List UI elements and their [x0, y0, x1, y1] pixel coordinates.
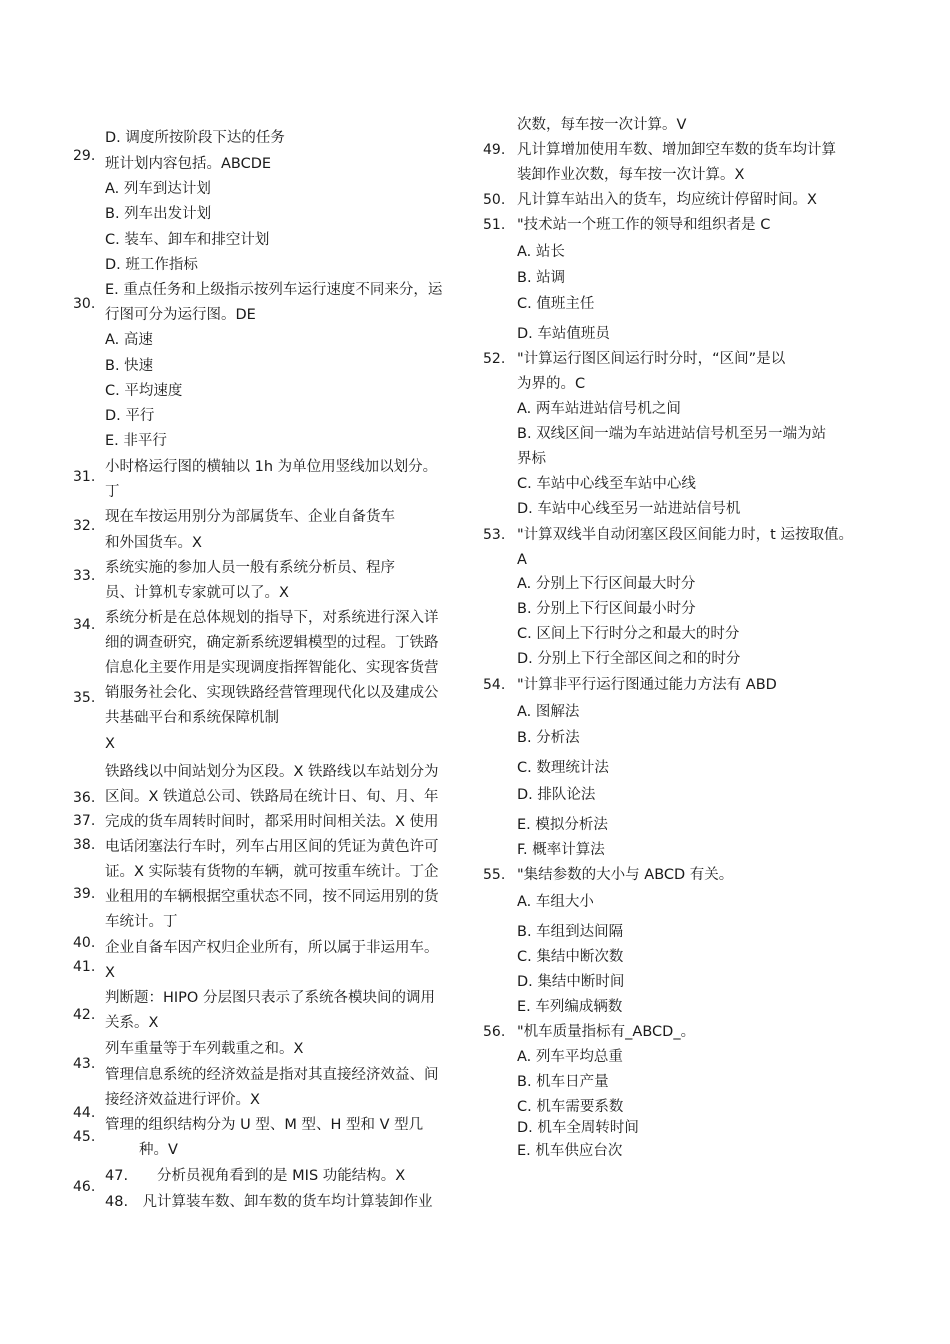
text-line: A. 列车到达计划: [105, 181, 211, 197]
question-number: 40.: [73, 935, 96, 951]
text-line: 关系。X: [105, 1015, 159, 1031]
question-number: 53.: [483, 527, 506, 543]
text-line: 接经济效益进行评价。X: [105, 1092, 260, 1108]
text-line: E. 模拟分析法: [517, 817, 608, 833]
text-line: 48. 凡计算装车数、卸车数的货车均计算装卸作业: [105, 1194, 433, 1210]
text-line: 证。X 实际装有货物的车辆，就可按重车统计。丁企: [105, 864, 439, 880]
text-line: 企业自备车因产权归企业所有，所以属于非运用车。: [105, 940, 439, 956]
text-line: E. 重点任务和上级指示按列车运行速度不同来分，运: [105, 282, 443, 298]
text-line: B. 站调: [517, 270, 566, 286]
text-line: B. 机车日产量: [517, 1074, 609, 1090]
text-line: A. 分别上下行区间最大时分: [517, 576, 696, 592]
question-number: 51.: [483, 217, 506, 233]
text-line: 系统实施的参加人员一般有系统分析员、程序: [105, 560, 395, 576]
text-line: 业租用的车辆根据空重状态不同，按不同运用别的货: [105, 889, 439, 905]
text-line: D. 车站中心线至另一站进站信号机: [517, 501, 741, 517]
text-line: C. 值班主任: [517, 296, 595, 312]
text-line: A: [517, 552, 527, 568]
question-number: 34.: [73, 617, 96, 633]
text-line: X: [105, 965, 115, 981]
text-line: A. 列车平均总重: [517, 1049, 623, 1065]
text-line: A. 站长: [517, 244, 565, 260]
text-line: D. 排队论法: [517, 787, 596, 803]
text-line: 信息化主要作用是实现调度指挥智能化、实现客货营: [105, 660, 439, 676]
text-line: 员、计算机专家就可以了。X: [105, 585, 289, 601]
question-number: 46.: [73, 1179, 96, 1195]
question-number: 49.: [483, 142, 506, 158]
question-number: 39.: [73, 886, 96, 902]
text-line: 系统分析是在总体规划的指导下，对系统进行深入详: [105, 610, 439, 626]
text-line: 界标: [517, 451, 546, 467]
text-line: B. 双线区间一端为车站进站信号机至另一端为站: [517, 426, 827, 442]
question-number: 36.: [73, 790, 96, 806]
text-line: E. 机车供应台次: [517, 1143, 623, 1159]
text-line: 现在车按运用别分为部属货车、企业自备货车: [105, 509, 395, 525]
text-line: B. 快速: [105, 358, 154, 374]
text-line: D. 机车全周转时间: [517, 1120, 639, 1136]
text-line: "机车质量指标有_ABCD_。: [517, 1024, 696, 1040]
text-line: 小时格运行图的横轴以 1h 为单位用竖线加以划分。: [105, 459, 438, 475]
text-line: C. 数理统计法: [517, 760, 609, 776]
text-line: C. 平均速度: [105, 383, 183, 399]
text-line: 47. 分析员视角看到的是 MIS 功能结构。X: [105, 1168, 406, 1184]
text-line: 管理信息系统的经济效益是指对其直接经济效益、间: [105, 1067, 439, 1083]
question-number: 33.: [73, 568, 96, 584]
text-line: C. 车站中心线至车站中心线: [517, 476, 696, 492]
text-line: C. 机车需要系数: [517, 1099, 624, 1115]
text-line: D. 调度所按阶段下达的任务: [105, 130, 285, 146]
text-line: B. 分别上下行区间最小时分: [517, 601, 696, 617]
text-line: 次数，每车按一次计算。V: [517, 117, 687, 133]
text-line: 丁: [105, 484, 120, 500]
question-number: 45.: [73, 1129, 96, 1145]
question-number: 42.: [73, 1007, 96, 1023]
text-line: B. 车组到达间隔: [517, 924, 624, 940]
text-line: 车统计。丁: [105, 914, 178, 930]
text-line: E. 非平行: [105, 433, 167, 449]
text-line: D. 集结中断时间: [517, 974, 625, 990]
text-line: A. 两车站进站信号机之间: [517, 401, 681, 417]
text-line: E. 车列编成辆数: [517, 999, 623, 1015]
text-line: D. 分别上下行全部区间之和的时分: [517, 651, 741, 667]
text-line: F. 概率计算法: [517, 842, 605, 858]
text-line: A. 图解法: [517, 704, 580, 720]
text-line: "集结参数的大小与 ABCD 有关。: [517, 867, 734, 883]
text-line: 列车重量等于车列载重之和。X: [105, 1041, 304, 1057]
text-line: "计算双线半自动闭塞区段区间能力时，t 运按取值。: [517, 527, 853, 543]
question-number: 32.: [73, 518, 96, 534]
text-line: 班计划内容包括。ABCDE: [105, 156, 272, 172]
text-line: 为界的。C: [517, 376, 586, 392]
text-line: D. 车站值班员: [517, 326, 610, 342]
question-number: 31.: [73, 469, 96, 485]
text-line: D. 班工作指标: [105, 257, 198, 273]
question-number: 38.: [73, 837, 96, 853]
text-line: 完成的货车周转时间时，都采用时间相关法。X 使用: [105, 814, 439, 830]
text-line: 铁路线以中间站划分为区段。X 铁路线以车站划分为: [105, 764, 439, 780]
question-number: 44.: [73, 1105, 96, 1121]
text-line: D. 平行: [105, 408, 155, 424]
question-number: 37.: [73, 813, 96, 829]
text-line: 种。V: [139, 1142, 178, 1158]
text-line: X: [105, 736, 115, 752]
text-line: 装卸作业次数，每车按一次计算。X: [517, 167, 745, 183]
question-number: 43.: [73, 1056, 96, 1072]
text-line: 电话闭塞法行车时，列车占用区间的凭证为黄色许可: [105, 839, 439, 855]
text-line: A. 车组大小: [517, 894, 594, 910]
question-number: 41.: [73, 959, 96, 975]
text-line: 凡计算车站出入的货车，均应统计停留时间。X: [517, 192, 817, 208]
question-number: 50.: [483, 192, 506, 208]
text-line: 销服务社会化、实现铁路经营管理现代化以及建成公: [105, 685, 439, 701]
text-line: 共基础平台和系统保障机制: [105, 710, 279, 726]
question-number: 55.: [483, 867, 506, 883]
text-line: 区间。X 铁道总公司、铁路局在统计日、旬、月、年: [105, 789, 439, 805]
text-line: 判断题：HIPO 分层图只表示了系统各模块间的调用: [105, 990, 435, 1006]
text-line: B. 列车出发计划: [105, 206, 212, 222]
text-line: "计算非平行运行图通过能力方法有 ABD: [517, 677, 777, 693]
text-line: C. 集结中断次数: [517, 949, 624, 965]
text-line: 凡计算增加使用车数、增加卸空车数的货车均计算: [517, 142, 836, 158]
text-line: B. 分析法: [517, 730, 580, 746]
text-line: 行图可分为运行图。DE: [105, 307, 256, 323]
text-line: A. 高速: [105, 332, 153, 348]
text-line: 和外国货车。X: [105, 535, 202, 551]
question-number: 56.: [483, 1024, 506, 1040]
question-number: 54.: [483, 677, 506, 693]
question-number: 30.: [73, 296, 96, 312]
text-line: "计算运行图区间运行时分时，“区间”是以: [517, 351, 786, 367]
question-number: 52.: [483, 351, 506, 367]
text-line: C. 装车、卸车和排空计划: [105, 232, 270, 248]
question-number: 35.: [73, 690, 96, 706]
text-line: 细的调查研究，确定新系统逻辑模型的过程。丁铁路: [105, 635, 439, 651]
text-line: "技术站一个班工作的领导和组织者是 C: [517, 217, 771, 233]
text-line: C. 区间上下行时分之和最大的时分: [517, 626, 740, 642]
question-number: 29.: [73, 148, 96, 164]
text-line: 管理的组织结构分为 U 型、M 型、H 型和 V 型几: [105, 1117, 424, 1133]
